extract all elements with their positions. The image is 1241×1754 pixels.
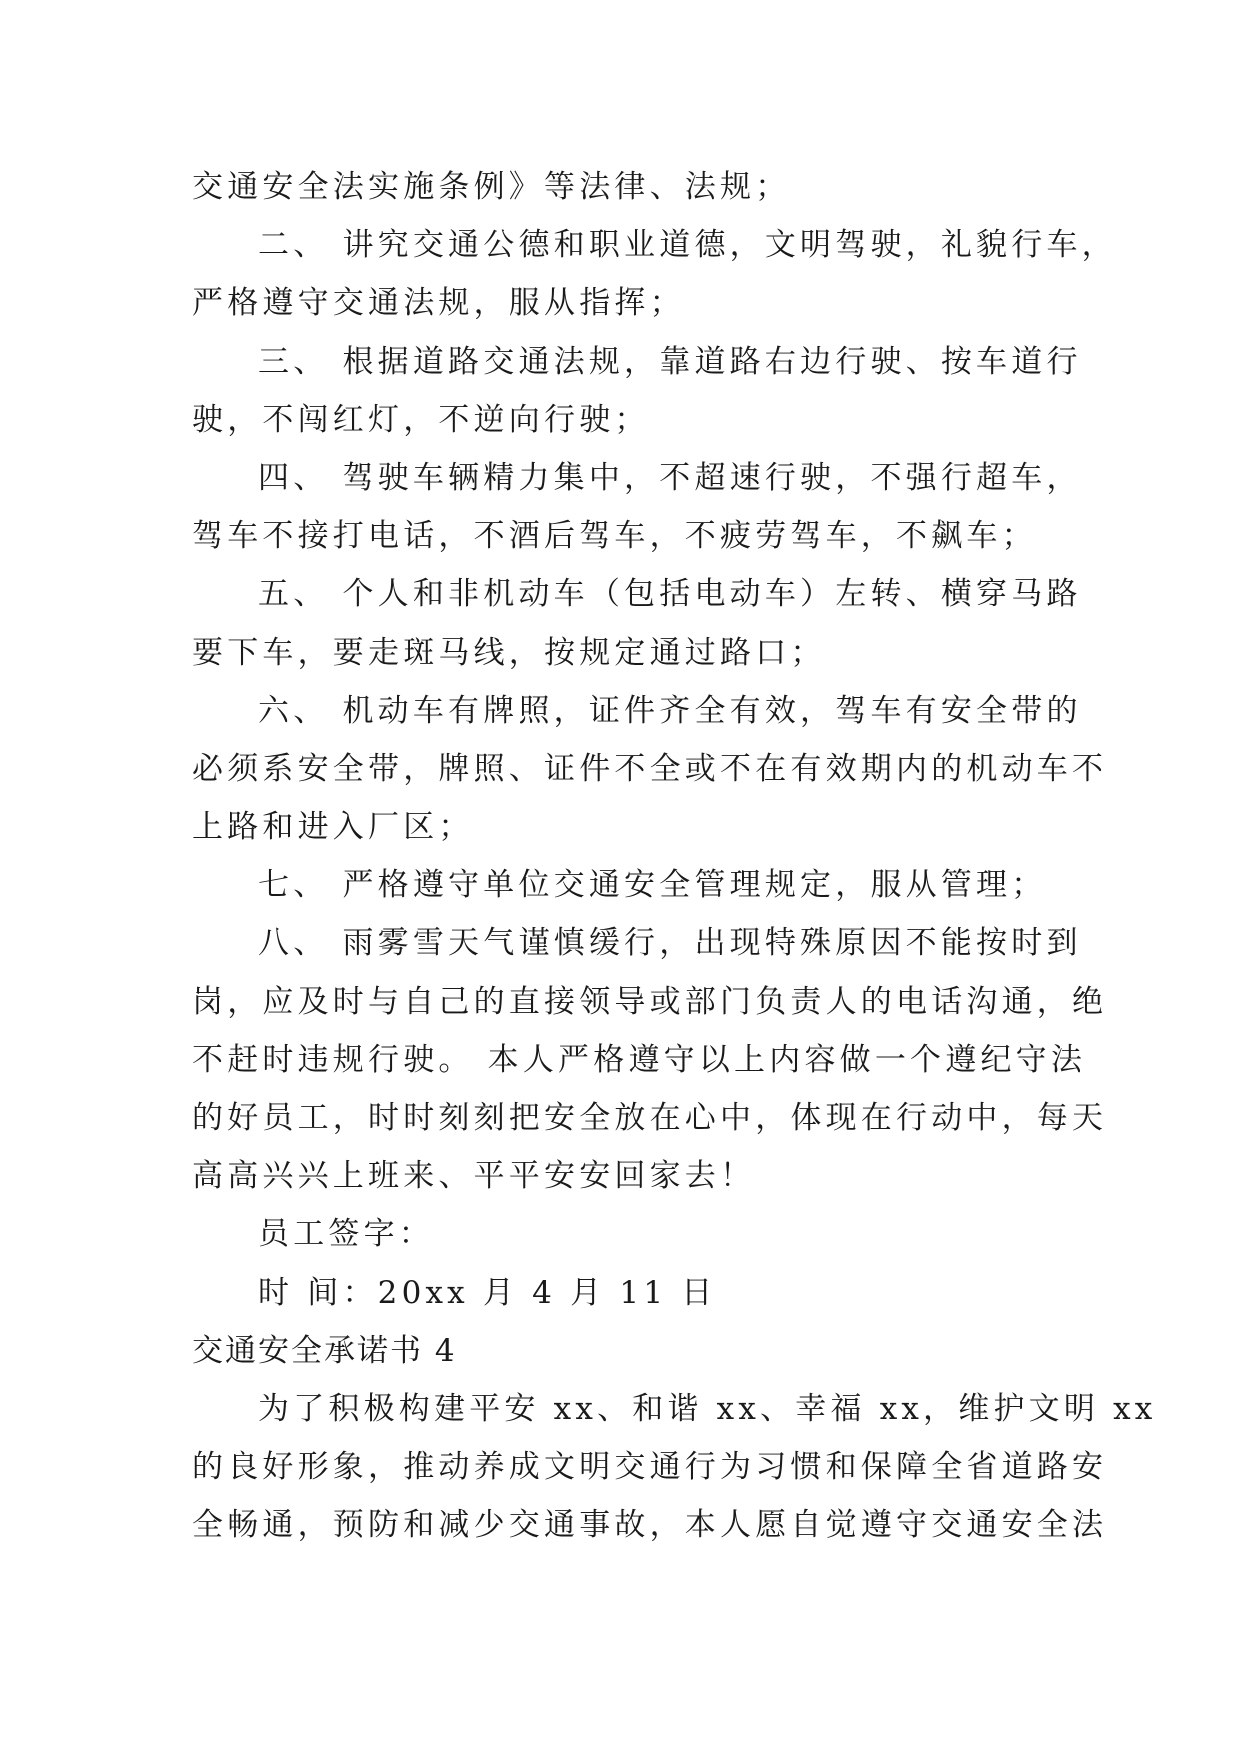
clause-5-line: 五、 个人和非机动车（包括电动车）左转、横穿马路 — [258, 576, 1082, 613]
text-line: 严格遵守交通法规，服从指挥； — [192, 285, 685, 322]
clause-3-line: 三、 根据道路交通法规，靠道路右边行驶、按车道行 — [258, 343, 1082, 380]
text-line: 高高兴兴上班来、平平安安回家去！ — [192, 1158, 756, 1195]
date-line: 时 间：20xx 月 4 月 11 日 — [258, 1274, 717, 1311]
text-line: 驶，不闯红灯，不逆向行驶； — [192, 401, 650, 438]
clause-6-line: 六、 机动车有牌照，证件齐全有效，驾车有安全带的 — [258, 692, 1082, 729]
signature-line: 员工签字： — [258, 1216, 434, 1253]
clause-4-line: 四、 驾驶车辆精力集中，不超速行驶，不强行超车， — [258, 459, 1082, 496]
text-line: 全畅通，预防和减少交通事故，本人愿自觉遵守交通安全法 — [192, 1507, 1108, 1544]
paragraph-start-line: 为了积极构建平安 xx、和谐 xx、幸福 xx，维护文明 xx — [258, 1390, 1157, 1427]
clause-2-line: 二、 讲究交通公德和职业道德，文明驾驶，礼貌行车， — [258, 227, 1117, 264]
section-title: 交通安全承诺书 4 — [192, 1332, 457, 1369]
text-line: 的良好形象，推动养成文明交通行为习惯和保障全省道路安 — [192, 1449, 1108, 1486]
clause-7-line: 七、 严格遵守单位交通安全管理规定，服从管理； — [258, 867, 1047, 904]
text-line: 岗，应及时与自己的直接领导或部门负责人的电话沟通，绝 — [192, 983, 1108, 1020]
document-body — [192, 158, 1157, 1555]
text-line: 交通安全法实施条例》等法律、法规； — [192, 169, 791, 205]
text-line: 上路和进入厂区； — [192, 809, 474, 846]
text-line: 不赶时违规行驶。 本人严格遵守以上内容做一个遵纪守法 — [192, 1041, 1087, 1078]
clause-8-line: 八、 雨雾雪天气谨慎缓行，出现特殊原因不能按时到 — [258, 925, 1082, 962]
text-line: 驾车不接打电话，不酒后驾车，不疲劳驾车，不飙车； — [192, 518, 1037, 555]
text-line: 必须系安全带，牌照、证件不全或不在有效期内的机动车不 — [192, 750, 1108, 787]
text-line: 要下车，要走斑马线，按规定通过路口； — [192, 634, 826, 671]
text-line: 的好员工，时时刻刻把安全放在心中，体现在行动中，每天 — [192, 1100, 1108, 1136]
